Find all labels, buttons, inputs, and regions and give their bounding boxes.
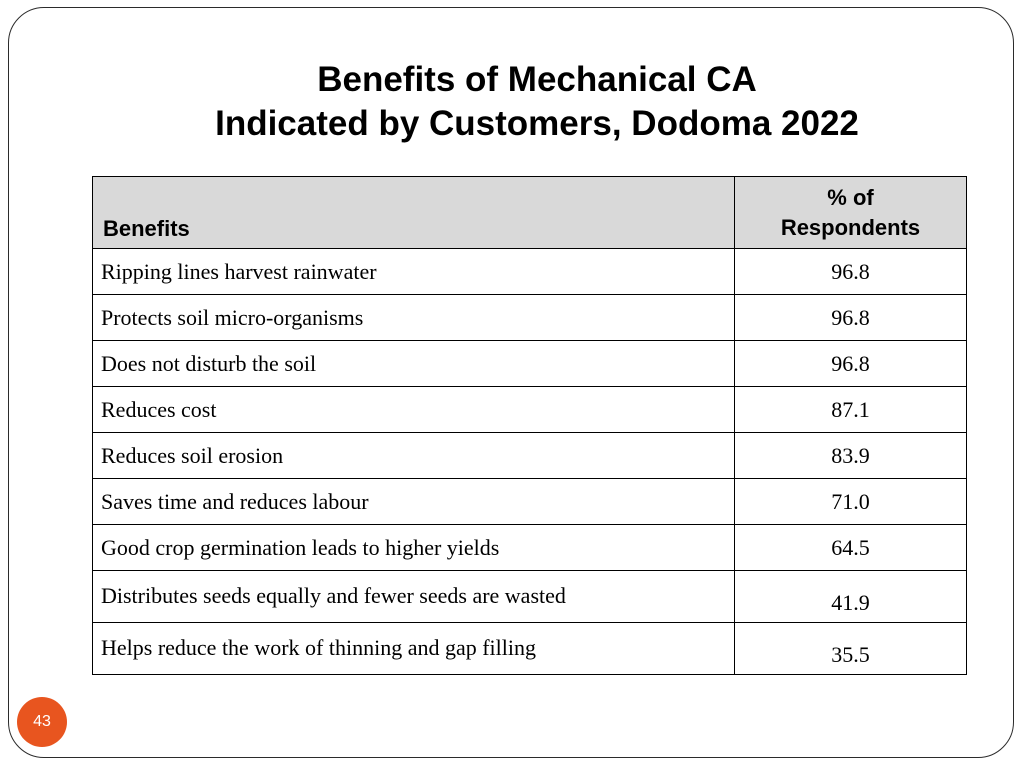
benefit-cell: Reduces soil erosion — [93, 433, 735, 479]
benefit-cell: Protects soil micro-organisms — [93, 295, 735, 341]
percent-cell: 83.9 — [735, 433, 967, 479]
benefit-cell: Does not disturb the soil — [93, 341, 735, 387]
table-row — [93, 433, 967, 479]
benefit-cell: Reduces cost — [93, 387, 735, 433]
table-row — [93, 295, 967, 341]
benefit-cell: Ripping lines harvest rainwater — [93, 249, 735, 295]
page-number-badge — [17, 697, 67, 747]
benefit-cell: Good crop germination leads to higher yields — [93, 525, 735, 571]
table-row — [93, 341, 967, 387]
table-row — [93, 387, 967, 433]
benefits-table — [92, 176, 967, 675]
slide-title — [60, 58, 1014, 146]
percent-cell: 96.8 — [735, 295, 967, 341]
title-line-2: Indicated by Customers, Dodoma 2022 — [215, 104, 859, 143]
table-row — [93, 525, 967, 571]
table-row — [93, 479, 967, 525]
header-pct-line-1: % of — [827, 184, 874, 210]
table-row — [93, 623, 967, 675]
header-benefits: Benefits — [93, 177, 735, 249]
page-number: 43 — [33, 713, 51, 730]
benefit-cell: Helps reduce the work of thinning and gap filling — [93, 623, 735, 675]
percent-cell: 35.5 — [735, 623, 967, 675]
benefit-cell: Distributes seeds equally and fewer seeds are wasted — [93, 571, 735, 623]
table-row — [93, 571, 967, 623]
table-header-row — [93, 177, 967, 249]
percent-cell: 87.1 — [735, 387, 967, 433]
percent-cell: 41.9 — [735, 571, 967, 623]
header-pct-line-2: Respondents — [780, 214, 921, 240]
percent-cell: 96.8 — [735, 341, 967, 387]
benefits-table-container — [92, 176, 967, 675]
title-line-1: Benefits of Mechanical CA — [317, 60, 757, 99]
table-row — [93, 249, 967, 295]
header-percent-respondents — [735, 177, 967, 249]
benefit-cell: Saves time and reduces labour — [93, 479, 735, 525]
percent-cell: 71.0 — [735, 479, 967, 525]
percent-cell: 64.5 — [735, 525, 967, 571]
percent-cell: 96.8 — [735, 249, 967, 295]
